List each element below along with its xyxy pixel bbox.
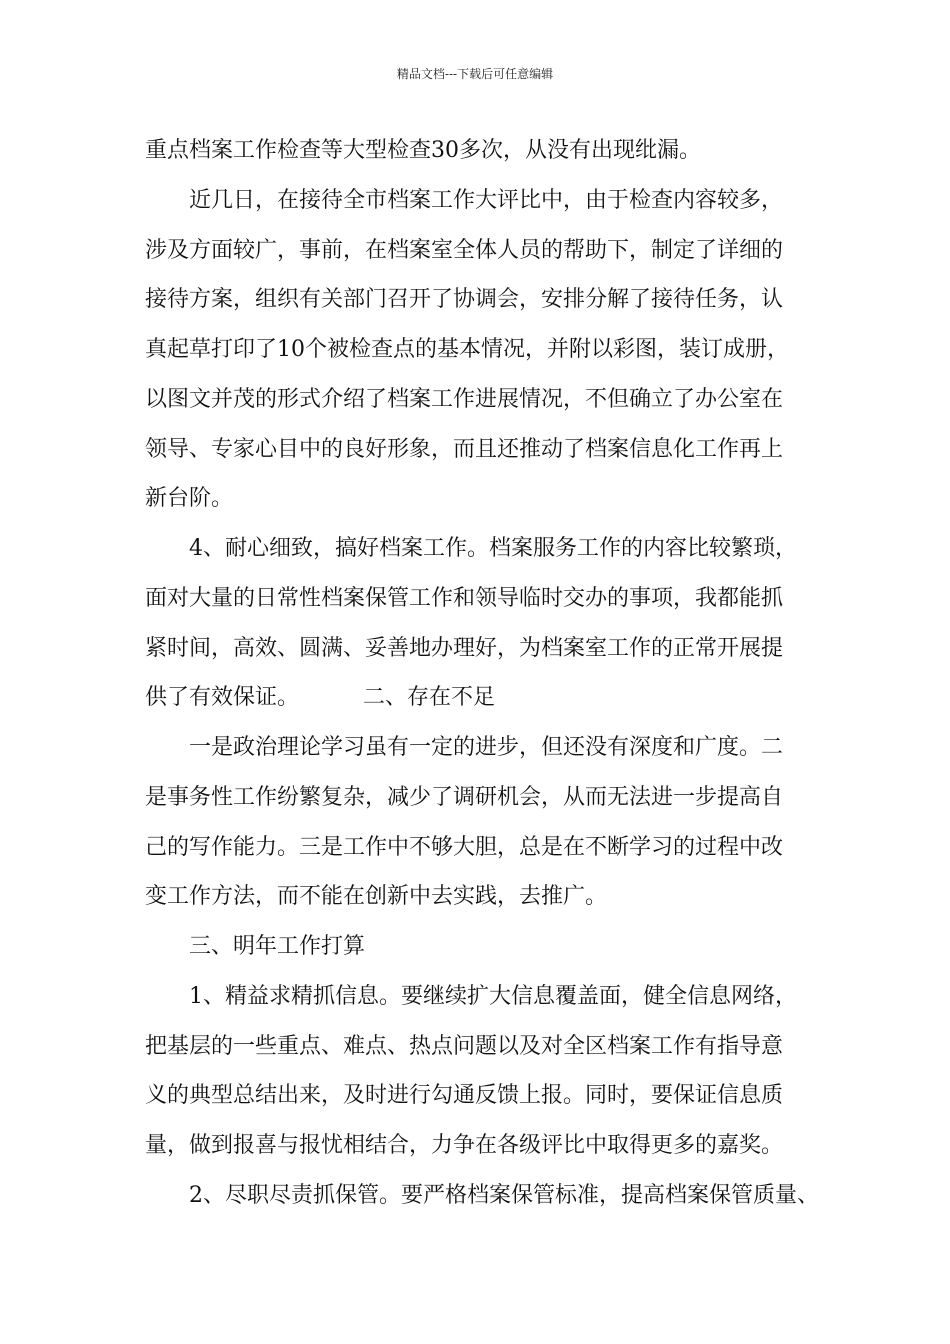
text-line: 涉及方面较广，事前，在档案室全体人员的帮助下，制定了详细的 [145,238,784,263]
text-line: 2、尽职尽责抓保管。要严格档案保管标准，提高档案保管质量、 [189,1183,819,1208]
text-line: 己的写作能力。三是工作中不够大胆，总是在不断学习的过程中改 [145,835,784,860]
text-line: 真起草打印了10个被检查点的基本情况，并附以彩图，装订成册， [145,337,789,362]
text-segment: 供了有效保证。 [145,685,300,710]
text-line: 接待方案，组织有关部门召开了协调会，安排分解了接待任务，认 [145,287,784,312]
text-line: 义的典型总结出来，及时进行勾通反馈上报。同时，要保证信息质 [145,1083,784,1108]
text-line: 把基层的一些重点、难点、热点问题以及对全区档案工作有指导意 [145,1034,784,1059]
text-line: 重点档案工作检查等大型检查30多次，从没有出现纰漏。 [145,138,701,163]
text-line: 量，做到报喜与报忧相结合，力争在各级评比中取得更多的嘉奖。 [145,1133,784,1158]
section-heading: 三、明年工作打算 [189,934,366,959]
text-line: 紧时间，高效、圆满、妥善地办理好，为档案室工作的正常开展提 [145,636,784,661]
text-line [145,681,835,715]
section-heading: 二、存在不足 [363,685,496,710]
text-line: 领导、专家心目中的良好形象，而且还推动了档案信息化工作再上 [145,437,784,462]
text-line: 1、精益求精抓信息。要继续扩大信息覆盖面，健全信息网络， [189,984,797,1009]
text-line: 面对大量的日常性档案保管工作和领导临时交办的事项，我都能抓 [145,586,784,611]
text-line: 以图文并茂的形式介绍了档案工作进展情况，不但确立了办公室在 [145,387,784,412]
page-header: 精品文档---下载后可任意编辑 [396,67,554,81]
text-line: 变工作方法，而不能在创新中去实践，去推广。 [145,884,608,909]
text-line: 近几日，在接待全市档案工作大评比中，由于检查内容较多， [189,188,784,213]
text-line: 是事务性工作纷繁复杂，减少了调研机会，从而无法进一步提高自 [145,785,784,810]
text-line: 一是政治理论学习虽有一定的进步，但还没有深度和广度。二 [189,735,784,760]
text-line: 新台阶。 [145,486,234,511]
text-line: 4、耐心细致，搞好档案工作。档案服务工作的内容比较繁琐， [189,536,797,561]
